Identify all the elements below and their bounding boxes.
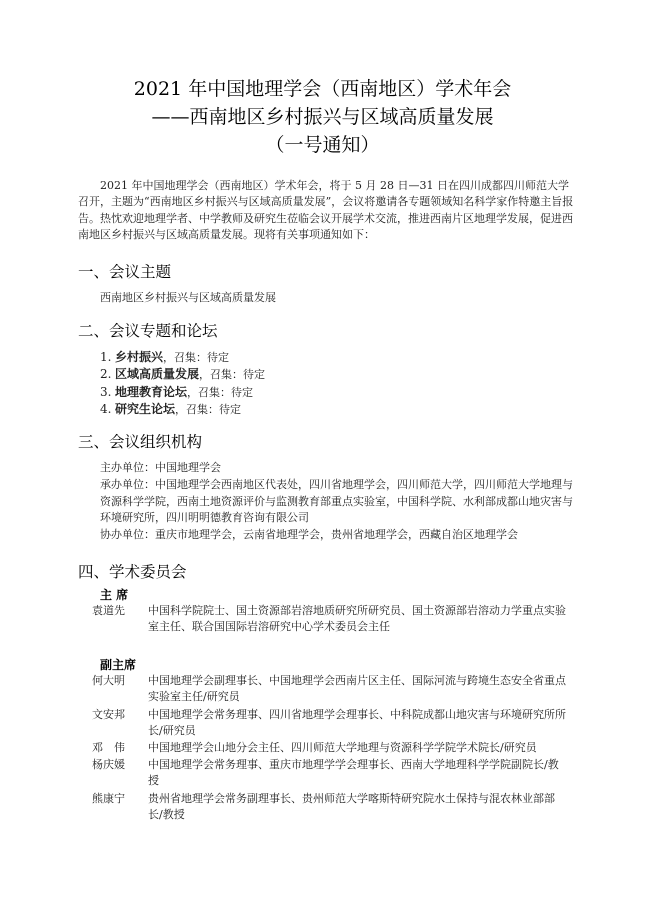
- vice-chair-label: 副主席: [100, 658, 137, 672]
- topic-list: [100, 349, 265, 418]
- section-heading-committee: 四、学术委员会: [78, 563, 187, 581]
- member-name: 杨庆媛: [92, 758, 125, 771]
- topic-name: 区域高质量发展: [114, 367, 199, 382]
- list-item: 3. 地理教育论坛，召集：待定: [100, 384, 253, 399]
- member-name: 文安邦: [92, 708, 125, 721]
- member-title: 中国地理学会副理事长、中国地理学会西南片区主任、国际河流与跨境生态安全省重点实验室主任/研究员: [148, 674, 566, 704]
- section-heading-theme: 一、会议主题: [78, 263, 172, 281]
- member-title: 中国科学院院士、国土资源部岩溶地质研究所研究员、国土资源部岩溶动力学重点实验室主任、联合国国际岩溶研究中心学术委员会主任: [148, 604, 566, 634]
- topic-name: 研究生论坛: [114, 401, 175, 416]
- intro-paragraph: 2021 年中国地理学会（西南地区）学术年会，将于 5 月 28 日—31 日在四川成都四川师范大学召开，主题为“西南地区乡村振兴与区域高质量发展”，会议将邀请各专题领域知名科学家作特邀主旨报告。热忱欢迎地理学者、中学教师及研究生莅临会议开展学术交流，推进西南片区地理学发展，促进西南地区乡村振兴与区域高质量发展。现将有关事项通知如下：: [78, 179, 574, 242]
- section-heading-organization: 三、会议组织机构: [78, 433, 203, 451]
- topic-name: 乡村振兴: [114, 350, 163, 364]
- member-name: 何大明: [92, 674, 125, 687]
- member-title: 贵州省地理学会常务副理事长、贵州师范大学喀斯特研究院水土保持与混农林业部部长/教授: [148, 792, 555, 822]
- list-item: 4. 研究生论坛，召集：待定: [100, 401, 241, 416]
- document-title: 2021 年中国地理学会（西南地区）学术年会: [133, 78, 512, 100]
- topic-name: 地理教育论坛: [114, 384, 187, 399]
- member-name: 邓 伟: [92, 741, 125, 754]
- assist-units: 协办单位：重庆市地理学会，云南省地理学会，贵州省地理学会，西藏自治区地理学会: [100, 528, 518, 541]
- section-heading-topics: 二、会议专题和论坛: [78, 322, 218, 340]
- document-subtitle: ——西南地区乡村振兴与区域高质量发展: [151, 106, 494, 128]
- member-title: 中国地理学会常务理事、重庆市地理学学会理事长、西南大学地理科学学院副院长/教授: [148, 758, 559, 788]
- undertake-units: 承办单位：中国地理学会西南地区代表处，四川省地理学会，四川师范大学，四川师范大学地理与资源科学学院，西南土地资源评价与监测教育部重点实验室，中国科学院、水利部成都山地灾害与环境研究所，四川明明德教育咨询有限公司: [100, 478, 573, 524]
- notice-number: （一号通知）: [265, 134, 380, 156]
- member-title: 中国地理学会常务理事、四川省地理学会理事长、中科院成都山地灾害与环境研究所所长/研究员: [148, 708, 566, 738]
- member-name: 袁道先: [92, 604, 125, 617]
- member-name: 熊康宁: [92, 792, 125, 805]
- host-unit: 主办单位：中国地理学会: [100, 461, 221, 474]
- conference-theme: 西南地区乡村振兴与区域高质量发展: [100, 291, 276, 304]
- chair-label: 主 席: [100, 588, 129, 602]
- list-item: 2. 区域高质量发展，召集：待定: [100, 367, 265, 382]
- member-title: 中国地理学会山地分会主任、四川师范大学地理与资源科学学院学术院长/研究员: [148, 741, 537, 754]
- list-item: 1. 乡村振兴，召集：待定: [100, 350, 229, 364]
